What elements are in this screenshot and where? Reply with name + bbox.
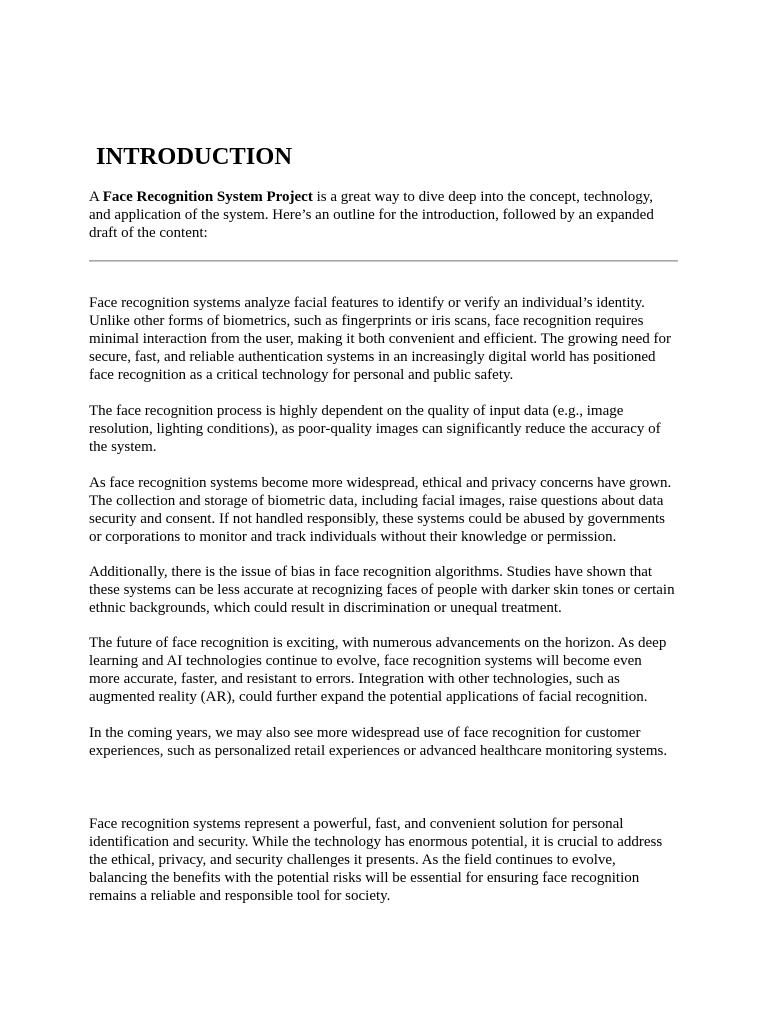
paragraph-line: balancing the benefits with the potential risks will be essential for ensuring face recognition bbox=[89, 870, 640, 886]
paragraph-line: face recognition as a critical technology for personal and public safety. bbox=[89, 367, 514, 383]
intro-lead-text: A bbox=[89, 189, 103, 205]
paragraph-line: The face recognition process is highly dependent on the quality of input data (e.g., image bbox=[89, 403, 624, 419]
paragraph-line: minimal interaction from the user, making it both convenient and efficient. The growing need for bbox=[89, 331, 672, 347]
paragraph-line: the ethical, privacy, and security challenges it presents. As the field continues to evolve, bbox=[89, 852, 616, 868]
paragraph-line: In the coming years, we may also see more widespread use of face recognition for customer bbox=[89, 725, 641, 741]
paragraph-line: resolution, lighting conditions), as poor-quality images can significantly reduce the accuracy of bbox=[89, 421, 661, 437]
intro-rest-text: is a great way to dive deep into the concept, technology, bbox=[312, 189, 654, 205]
paragraph-line: more accurate, faster, and resistant to errors. Integration with other technologies, such as bbox=[89, 671, 620, 687]
paragraph-line: the system. bbox=[89, 439, 157, 455]
paragraph-line: and application of the system. Here’s an outline for the introduction, followed by an expanded bbox=[89, 207, 654, 223]
paragraph-line: identification and security. While the technology has enormous potential, it is crucial to address bbox=[89, 834, 663, 850]
paragraph-line: ethnic backgrounds, which could result in discrimination or unequal treatment. bbox=[89, 600, 562, 616]
paragraph-line: Face recognition systems represent a powerful, fast, and convenient solution for personal bbox=[89, 816, 624, 832]
body-paragraph bbox=[89, 294, 689, 384]
paragraph-line: remains a reliable and responsible tool for society. bbox=[89, 888, 391, 904]
body-paragraph bbox=[89, 402, 689, 456]
project-name-bold: Face Recognition System Project bbox=[102, 189, 313, 205]
paragraph-line: Face recognition systems analyze facial features to identify or verify an individual’s identity. bbox=[89, 295, 645, 311]
paragraph-line: security and consent. If not handled responsibly, these systems could be abused by governments bbox=[89, 511, 665, 527]
body-paragraph bbox=[89, 724, 689, 760]
paragraph-line: augmented reality (AR), could further expand the potential applications of facial recognition. bbox=[89, 689, 648, 705]
paragraph-line: As face recognition systems become more widespread, ethical and privacy concerns have grown. bbox=[89, 475, 672, 491]
paragraph-line: or corporations to monitor and track individuals without their knowledge or permission. bbox=[89, 529, 617, 545]
body-paragraph bbox=[89, 474, 689, 546]
paragraph-line: these systems can be less accurate at recognizing faces of people with darker skin tones or certain bbox=[89, 582, 675, 598]
paragraph-line: draft of the content: bbox=[89, 225, 208, 241]
paragraph-line bbox=[89, 188, 689, 206]
paragraph-line: learning and AI technologies continue to evolve, face recognition systems will become even bbox=[89, 653, 642, 669]
paragraph-line: The future of face recognition is exciting, with numerous advancements on the horizon. As deep bbox=[89, 635, 667, 651]
body-paragraph bbox=[89, 563, 689, 617]
body-paragraph bbox=[89, 815, 689, 905]
body-paragraph bbox=[89, 634, 689, 706]
paragraph-line: secure, fast, and reliable authentication systems in an increasingly digital world has positioned bbox=[89, 349, 656, 365]
paragraph-line: The collection and storage of biometric data, including facial images, raise questions about data bbox=[89, 493, 664, 509]
paragraph-line: Additionally, there is the issue of bias in face recognition algorithms. Studies have shown that bbox=[89, 564, 653, 580]
page-title: INTRODUCTION bbox=[96, 143, 293, 170]
paragraph-line: Unlike other forms of biometrics, such as fingerprints or iris scans, face recognition requires bbox=[89, 313, 644, 329]
paragraph-line: experiences, such as personalized retail experiences or advanced healthcare monitoring systems. bbox=[89, 743, 668, 759]
intro-paragraph bbox=[89, 188, 689, 242]
horizontal-rule bbox=[89, 260, 678, 262]
